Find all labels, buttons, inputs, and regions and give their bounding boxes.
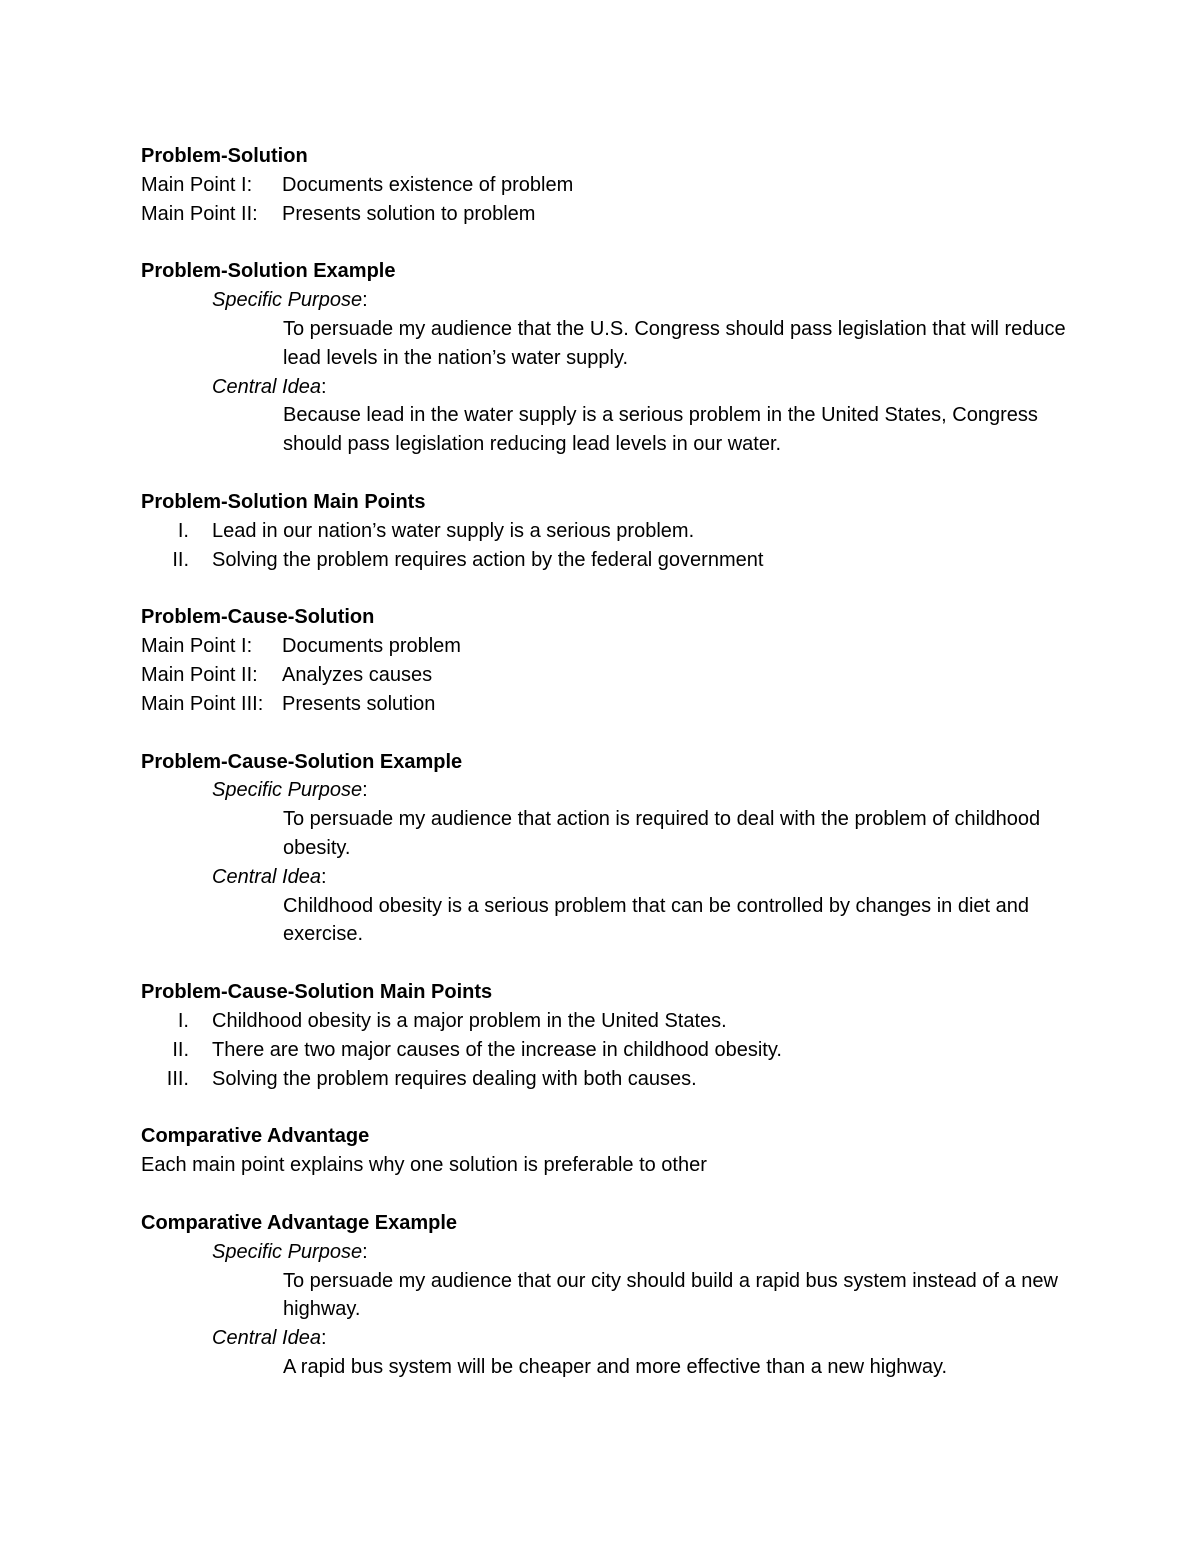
specific-purpose-label: Specific Purpose: — [212, 1240, 368, 1263]
list-number: I. — [177, 1009, 189, 1032]
main-point-value: Presents solution — [282, 692, 436, 715]
main-point-value: Documents problem — [282, 635, 461, 658]
main-point-row — [141, 690, 1071, 719]
section-heading: Problem-Solution Main Points — [141, 490, 426, 513]
section-heading: Comparative Advantage — [141, 1125, 370, 1148]
list-item — [141, 1007, 1071, 1036]
main-point-row — [141, 632, 1071, 661]
list-item — [141, 1036, 1071, 1065]
section-problem-solution-example — [141, 257, 1071, 459]
main-point-key: Main Point II: — [141, 663, 258, 686]
section-heading: Problem-Solution Example — [141, 260, 396, 283]
section-problem-cause-solution-main-points — [141, 978, 1071, 1093]
specific-purpose-text: To persuade my audience that our city should build a rapid bus system instead of a new highway. — [283, 1269, 1058, 1321]
section-heading: Comparative Advantage Example — [141, 1211, 458, 1234]
document-page — [141, 142, 1071, 1382]
section-problem-cause-solution — [141, 603, 1071, 718]
section-heading: Problem-Cause-Solution Example — [141, 750, 463, 773]
main-point-key: Main Point II: — [141, 202, 258, 225]
main-point-value: Documents existence of problem — [282, 173, 574, 196]
main-point-key: Main Point III: — [141, 692, 264, 715]
central-idea-label: Central Idea: — [212, 1327, 327, 1350]
specific-purpose-label: Specific Purpose: — [212, 779, 368, 802]
list-number: I. — [177, 519, 189, 542]
central-idea-label: Central Idea: — [212, 865, 327, 888]
section-heading: Problem-Cause-Solution — [141, 606, 375, 629]
specific-purpose-text: To persuade my audience that action is required to deal with the problem of childhood obesity. — [283, 808, 1041, 859]
list-item — [141, 546, 1071, 575]
section-body-text: Each main point explains why one solution is preferable to other — [141, 1154, 707, 1177]
section-heading: Problem-Solution — [141, 145, 308, 167]
central-idea-text: Childhood obesity is a serious problem that can be controlled by changes in diet and exercise. — [283, 894, 1030, 946]
main-point-row — [141, 200, 1071, 229]
list-text: Lead in our nation’s water supply is a serious problem. — [212, 519, 695, 542]
section-problem-solution — [141, 142, 1071, 228]
list-item — [141, 1065, 1071, 1094]
list-text: Solving the problem requires dealing with both causes. — [212, 1067, 697, 1090]
central-idea-text: A rapid bus system will be cheaper and more effective than a new highway. — [283, 1355, 948, 1378]
main-point-row — [141, 661, 1071, 690]
main-point-value: Analyzes causes — [282, 663, 433, 686]
central-idea-label: Central Idea: — [212, 375, 327, 398]
section-problem-solution-main-points — [141, 488, 1071, 574]
section-problem-cause-solution-example — [141, 748, 1071, 950]
main-point-row — [141, 171, 1071, 200]
list-text: Childhood obesity is a major problem in the United States. — [212, 1009, 727, 1032]
section-heading: Problem-Cause-Solution Main Points — [141, 981, 493, 1004]
list-number: II. — [172, 548, 189, 571]
list-item — [141, 517, 1071, 546]
list-text: There are two major causes of the increase in childhood obesity. — [212, 1038, 782, 1061]
list-number: III. — [166, 1067, 189, 1090]
central-idea-text: Because lead in the water supply is a serious problem in the United States, Congress should pass legislation reducing lead levels in our water. — [283, 404, 1038, 456]
main-point-key: Main Point I: — [141, 173, 253, 196]
list-text: Solving the problem requires action by the federal government — [212, 548, 764, 571]
section-comparative-advantage-example — [141, 1209, 1071, 1382]
main-point-value: Presents solution to problem — [282, 202, 536, 225]
section-comparative-advantage — [141, 1122, 1071, 1180]
specific-purpose-label: Specific Purpose: — [212, 289, 368, 312]
list-number: II. — [172, 1038, 189, 1061]
specific-purpose-text: To persuade my audience that the U.S. Congress should pass legislation that will reduce lead levels in the nation’s water supply. — [283, 317, 1066, 369]
main-point-key: Main Point I: — [141, 635, 253, 658]
